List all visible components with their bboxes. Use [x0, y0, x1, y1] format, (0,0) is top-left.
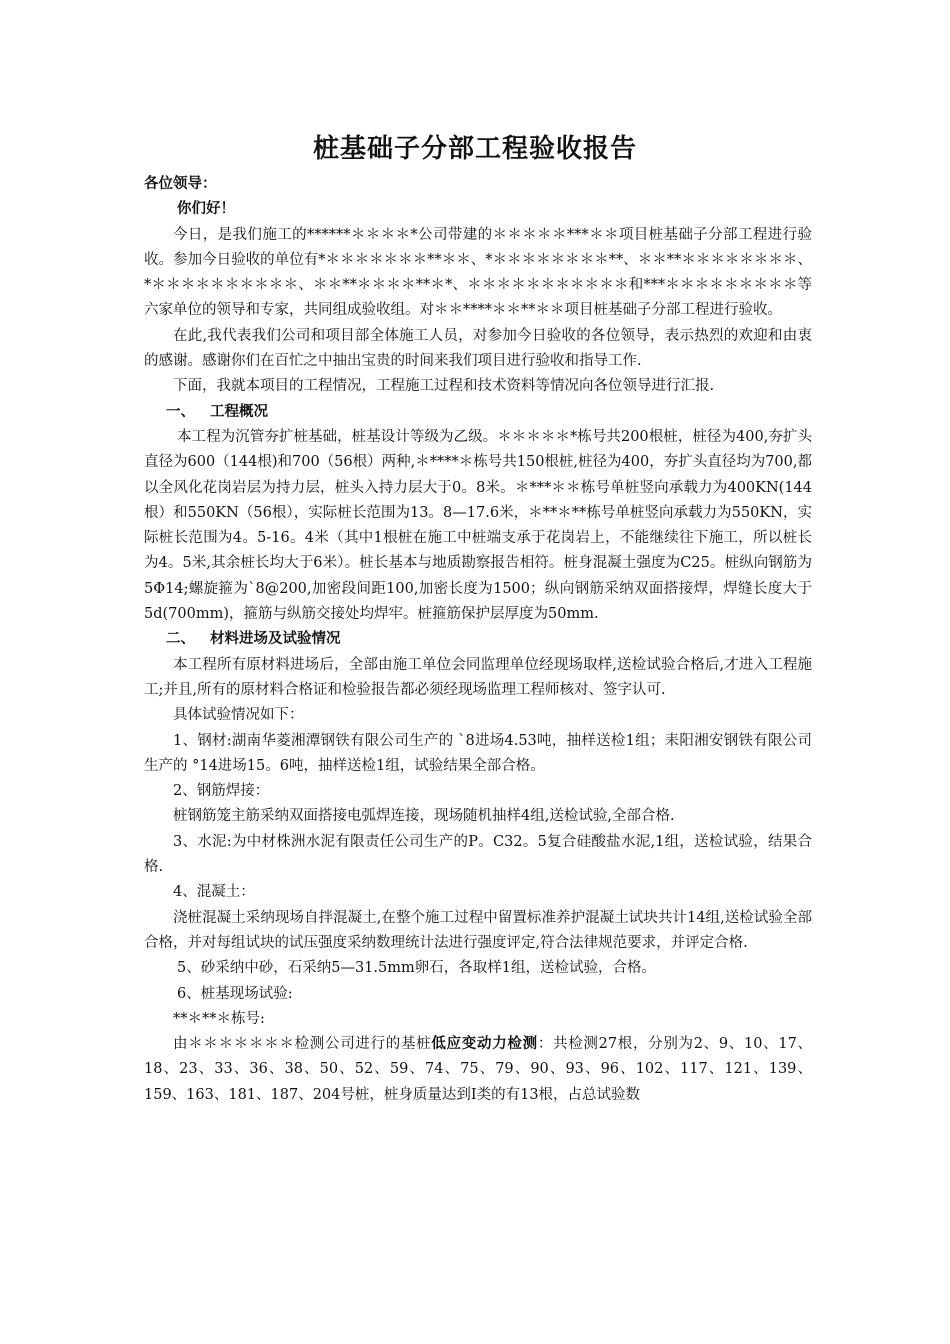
item-2-body: 桩钢筋笼主筋采纳双面搭接电弧焊连接，现场随机抽样4组,送检试验,全部合格. — [173, 808, 675, 825]
item-6-body-rest: ：共检测27根，分别为2、9、10、17、18、23、33、36、38、50、52、59、74、75、79、90、93、96、102、117、121、139、159、163、181、187、204号桩，桩身质量达到Ⅰ类的有13根，占总试验数 — [144, 1036, 813, 1103]
item-6-building: **＊**＊栋号: — [173, 1010, 265, 1027]
greeting: 各位领导： — [144, 176, 217, 192]
item-5-sand-stone: 5、砂采纳中砂，石采纳5—31.5mm卵石，各取样1组，送检试验，合格。 — [177, 960, 656, 977]
item-2-welding: 2、钢筋焊接： — [173, 783, 270, 800]
item-6-field-test: 6、桩基现场试验: — [177, 985, 293, 1002]
low-strain-test-term: 低应变动力检测 — [431, 1036, 538, 1053]
document-body — [144, 172, 812, 1108]
item-1-steel: 1、钢材:湖南华菱湘潭钢铁有限公司生产的 `8进场4.53吨，抽样送检1组；耒阳湘安钢铁有限公司生产的 °14进场15。6吨，抽样送检1组，试验结果全部合格。 — [144, 732, 812, 774]
section-2-heading — [144, 627, 812, 652]
item-4-body: 浇桩混凝土采纳现场自拌混凝土,在整个施工过程中留置标准养护混凝土试块共计14组,送检试验全部合格，并对每组试块的试压强度采纳数理统计法进行强度评定,符合法律规范要求，并评定合格. — [144, 909, 812, 951]
item-6-body — [144, 1032, 812, 1108]
section-1-number: 一、 — [166, 403, 195, 420]
section-2-body: 本工程所有原材料进场后，全部由施工单位会同监理单位经现场取样,送检试验合格后,才进入工程施工;并且,所有的原材料合格证和检验报告都必须经现场监理工程师核对、签字认可. — [144, 656, 812, 698]
section-2-title: 材料进场及试验情况 — [210, 631, 341, 648]
test-intro: 具体试验情况如下： — [173, 707, 304, 724]
section-1-body: 本工程为沉管夯扩桩基础，桩基设计等级为乙级。＊＊＊＊＊*栋号共200根桩，桩径为400,夯扩头直径为600（144根)和700（56根）两种,＊****＊栋号共150根桩,桩径为400，夯扩头直径均为700,都以全风化花岗岩层为持力层，桩头入持力层大于0。8米。＊***＊＊栋号单桩竖向承载力为400KN(144根）和550KN（56根），实际桩长范围为13。8—17.6米，＊**＊**栋号单桩竖向承载力为550KN，实际桩长范围为4。5-16。4米（其中1根桩在施工中桩端支承于花岗岩上，不能继续往下施工，所以桩长为4。5米,其余桩长均大于6米）。桩长基本与地质勘察报告相符。桩身混凝土强度为C25。桩纵向钢筋为5Φ14;螺旋箍为`8@200,加密段间距100,加密长度为1500；纵向钢筋采纳双面搭接焊，焊缝长度大于5d(700mm)，箍筋与纵筋交接处均焊牢。桩箍筋保护层厚度为50mm. — [144, 428, 812, 623]
report-intro-paragraph: 下面，我就本项目的工程情况，工程施工过程和技术资料等情况向各位领导进行汇报. — [173, 378, 715, 395]
section-1-title: 工程概况 — [210, 403, 268, 420]
item-3-cement: 3、水泥:为中材株洲水泥有限责任公司生产的P。C32。5复合硅酸盐水泥,1组，送检试验，结果合格. — [144, 833, 812, 876]
item-4-concrete: 4、混凝土： — [173, 884, 255, 901]
hello-line: 你们好！ — [177, 201, 235, 218]
page-title: 桩基础子分部工程验收报告 — [312, 134, 637, 164]
section-1-heading — [144, 400, 812, 425]
section-2-number: 二、 — [166, 631, 195, 648]
welcome-paragraph: 在此,我代表我们公司和项目部全体施工人员，对参加今日验收的各位领导，表示热烈的欢迎和由衷的感谢。感谢你们在百忙之中抽出宝贵的时间来我们项目进行验收和指导工作. — [144, 327, 812, 370]
intro-paragraph: 今日，是我们施工的******＊＊＊＊*公司带建的＊＊＊＊＊***＊＊项目桩基础子分部工程进行验收。参加今日验收的单位有*＊＊＊＊＊＊＊**＊＊、*＊＊＊＊＊＊＊＊**、＊＊**＊＊＊＊＊＊＊＊、*＊＊＊＊＊＊＊＊＊＊、＊＊**＊＊＊＊**＊*、＊＊＊＊＊＊＊＊＊＊＊和***＊＊＊＊＊＊＊＊＊等六家单位的领导和专家，共同组成验收组。对＊＊****＊＊**＊＊项目桩基础子分部工程进行验收。 — [144, 226, 812, 319]
item-6-body-start: 由＊＊＊＊＊＊＊检测公司进行的基桩 — [173, 1036, 432, 1053]
